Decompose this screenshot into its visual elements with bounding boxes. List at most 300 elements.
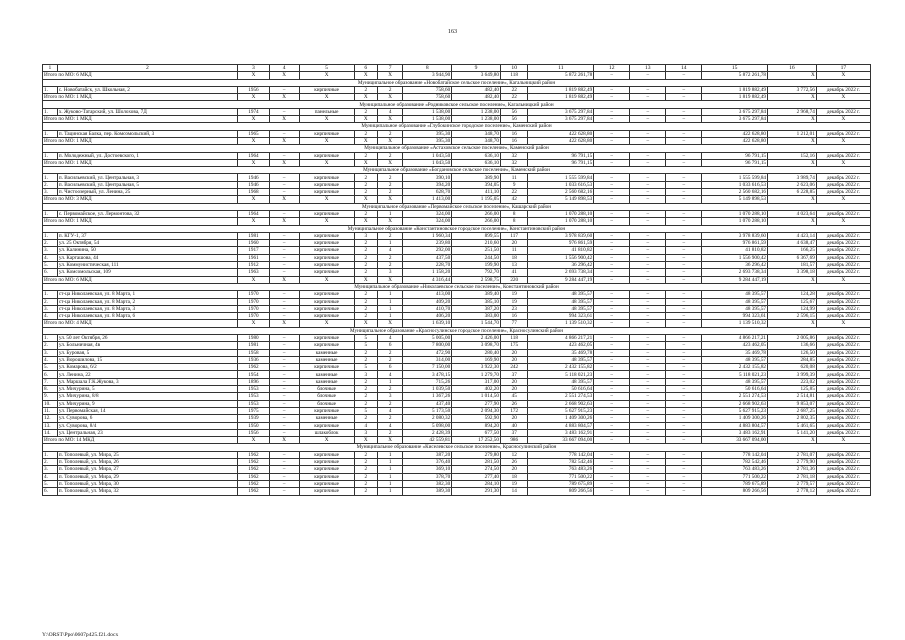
table-cell: 18: [500, 473, 528, 480]
table-cell: 1.: [43, 86, 58, 93]
table-cell: 1: [377, 240, 402, 247]
table-cell: 40: [500, 422, 528, 429]
table-cell: 125,67: [768, 298, 817, 305]
table-cell: –: [269, 254, 299, 261]
table-cell: 2: [354, 459, 377, 466]
table-cell: 620,08: [768, 364, 817, 371]
table-cell: –: [594, 86, 630, 93]
table-cell: 2 428,39: [403, 429, 452, 436]
total-label: Итого по МО: 1 МКД: [43, 137, 238, 144]
total-cell: –: [666, 218, 702, 225]
table-cell: кирпичные: [299, 181, 354, 188]
table-cell: 169,90: [452, 356, 501, 363]
table-cell: декабрь 2022 г.: [816, 130, 870, 137]
table-cell: 1954: [238, 371, 270, 378]
column-number-cell: 13: [630, 65, 666, 72]
total-cell: –: [594, 94, 630, 101]
table-cell: 20: [500, 466, 528, 473]
table-row: [43, 429, 871, 436]
total-cell: –: [594, 437, 630, 444]
table-row: [43, 349, 871, 356]
table-cell: –: [269, 422, 299, 429]
table-cell: –: [269, 415, 299, 422]
table-cell: 437,40: [403, 400, 452, 407]
table-cell: 677,50: [452, 429, 501, 436]
table-row: [43, 407, 871, 414]
table-cell: 1.: [43, 174, 58, 181]
table-cell: декабрь 2022 г.: [816, 422, 870, 429]
table-cell: –: [630, 393, 666, 400]
table-cell: 976 861,59: [702, 240, 768, 247]
table-cell: 482,40: [452, 86, 501, 93]
table-cell: 8.: [43, 386, 58, 393]
total-cell: X: [238, 116, 270, 123]
table-cell: 2 668 902,63: [702, 400, 768, 407]
table-cell: 277,40: [452, 473, 501, 480]
table-cell: 5.: [43, 262, 58, 269]
total-cell: 96 791,15: [702, 159, 768, 166]
table-cell: 124,99: [768, 305, 817, 312]
page-number: 163: [447, 28, 458, 35]
total-cell: X: [816, 196, 870, 203]
table-cell: 778 142,04: [702, 451, 768, 458]
table-cell: 3.: [43, 349, 58, 356]
total-cell: X: [816, 218, 870, 225]
table-cell: 2: [377, 189, 402, 196]
total-cell: 636,10: [452, 159, 501, 166]
table-cell: –: [269, 407, 299, 414]
table-cell: 125,85: [768, 386, 817, 393]
table-cell: 5.: [43, 480, 58, 487]
column-number-cell: 14: [666, 65, 702, 72]
table-cell: 636,10: [452, 152, 501, 159]
table-cell: 1: [377, 480, 402, 487]
table-cell: 7.: [43, 378, 58, 385]
column-number-cell: 8: [403, 65, 452, 72]
column-number-cell: 10: [500, 65, 528, 72]
table-cell: 1 960,34: [403, 232, 452, 239]
table-cell: –: [594, 407, 630, 414]
total-cell: X: [354, 116, 377, 123]
total-cell: 1 070 288,10: [528, 218, 594, 225]
total-cell: 33 667 094,00: [702, 437, 768, 444]
table-cell: 1 043,50: [403, 152, 452, 159]
total-cell: X: [238, 196, 270, 203]
table-cell: –: [666, 240, 702, 247]
municipality-title: Муниципальное образование «Николаевское сельское поселение», Константиновский район: [43, 283, 871, 290]
table-cell: кирпичные: [299, 459, 354, 466]
table-cell: 4 638,47: [768, 240, 817, 247]
table-cell: 2 551 274,53: [702, 393, 768, 400]
table-cell: 1.: [43, 130, 58, 137]
table-cell: 2: [354, 210, 377, 217]
table-cell: –: [594, 349, 630, 356]
table-cell: декабрь 2022 г.: [816, 152, 870, 159]
table-cell: 6.: [43, 488, 58, 495]
table-cell: 1.: [43, 232, 58, 239]
table-cell: –: [630, 269, 666, 276]
table-cell: –: [594, 130, 630, 137]
table-cell: –: [630, 364, 666, 371]
total-cell: X: [377, 159, 402, 166]
table-cell: –: [666, 232, 702, 239]
table-cell: 4 023,64: [768, 210, 817, 217]
table-row: [43, 386, 871, 393]
table-cell: декабрь 2022 г.: [816, 254, 870, 261]
table-row: [43, 262, 871, 269]
table-cell: –: [630, 130, 666, 137]
total-cell: X: [238, 437, 270, 444]
total-row: [43, 218, 871, 225]
table-cell: 48 395,57: [702, 356, 768, 363]
table-cell: 1965: [238, 130, 270, 137]
table-cell: 2: [354, 247, 377, 254]
table-cell: декабрь 2022 г.: [816, 473, 870, 480]
table-cell: 390,10: [403, 174, 452, 181]
table-cell: кирпичные: [299, 152, 354, 159]
total-label: Итого по МО: 6 МКД: [43, 72, 238, 79]
total-cell: 5 872 261,78: [528, 72, 594, 79]
table-cell: 6 367,69: [768, 254, 817, 261]
table-cell: 175: [500, 342, 528, 349]
table-cell: –: [269, 108, 299, 115]
table-cell: –: [666, 459, 702, 466]
table-cell: 2: [354, 313, 377, 320]
total-row: [43, 159, 871, 166]
address-cell: ул. Центральная, 23: [57, 429, 237, 436]
table-cell: 41: [500, 269, 528, 276]
municipality-title: Муниципальное образование «Новобатайское сельское поселение», Кагальницкий район: [43, 79, 871, 86]
total-cell: X: [269, 320, 299, 327]
table-cell: 628,70: [403, 189, 452, 196]
total-cell: 17 252,50: [452, 437, 501, 444]
table-cell: 50 616,64: [528, 386, 594, 393]
table-cell: –: [666, 422, 702, 429]
table-cell: декабрь 2022 г.: [816, 313, 870, 320]
table-cell: 1 014,50: [452, 393, 501, 400]
table-cell: 3: [377, 393, 402, 400]
table-cell: 592,90: [452, 415, 501, 422]
table-cell: –: [594, 459, 630, 466]
table-cell: 5 627 915,23: [528, 407, 594, 414]
table-cell: –: [666, 400, 702, 407]
table-cell: декабрь 2022 г.: [816, 356, 870, 363]
total-cell: –: [630, 218, 666, 225]
table-cell: 409,20: [403, 298, 452, 305]
table-cell: –: [594, 480, 630, 487]
table-cell: кирпичные: [299, 313, 354, 320]
table-row: [43, 371, 871, 378]
total-row: [43, 320, 871, 327]
total-cell: –: [630, 159, 666, 166]
table-row: [43, 298, 871, 305]
total-cell: 324,00: [403, 218, 452, 225]
table-cell: 1962: [238, 480, 270, 487]
table-cell: кирпичные: [299, 189, 354, 196]
table-row: [43, 364, 871, 371]
table-cell: 3 675 297,84: [702, 108, 768, 115]
total-cell: X: [269, 159, 299, 166]
total-cell: 33 667 094,00: [528, 437, 594, 444]
total-cell: 1 819 882,49: [702, 94, 768, 101]
table-cell: 2: [377, 262, 402, 269]
table-cell: 118: [500, 334, 528, 341]
table-cell: 2 693 738,34: [702, 269, 768, 276]
total-cell: 1 639,10: [403, 320, 452, 327]
table-cell: 3 398,18: [768, 269, 817, 276]
table-cell: 1950: [238, 422, 270, 429]
table-cell: 172: [500, 407, 528, 414]
table-cell: 2: [354, 152, 377, 159]
table-cell: 9.: [43, 393, 58, 400]
table-cell: кирпичные: [299, 262, 354, 269]
total-cell: 1 139 510,32: [528, 320, 594, 327]
table-cell: 5 118 021,23: [528, 371, 594, 378]
table-cell: кирпичные: [299, 488, 354, 495]
table-cell: кирпичные: [299, 86, 354, 93]
municipality-title: Муниципальное образование «Богдановское сельское поселение», Каменский район: [43, 167, 871, 174]
table-cell: –: [594, 356, 630, 363]
total-label: Итого по МО: 1 МКД: [43, 159, 238, 166]
total-cell: X: [269, 276, 299, 283]
table-cell: 976 861,59: [528, 240, 594, 247]
table-cell: 771 500,22: [702, 473, 768, 480]
table-cell: 1953: [238, 393, 270, 400]
table-cell: –: [269, 152, 299, 159]
table-cell: 6 228,85: [768, 189, 817, 196]
table-cell: –: [594, 108, 630, 115]
total-label: Итого по МО: 6 МКД: [43, 276, 238, 283]
table-cell: –: [269, 400, 299, 407]
total-cell: 56: [500, 116, 528, 123]
table-cell: 423 462,05: [528, 342, 594, 349]
table-cell: 792,70: [452, 269, 501, 276]
total-cell: X: [269, 218, 299, 225]
table-cell: 3 483 162,91: [528, 429, 594, 436]
address-cell: х. Жуково-Татарский, ул. Шолохова, 7Д: [57, 108, 237, 115]
table-cell: –: [269, 86, 299, 93]
table-cell: декабрь 2022 г.: [816, 459, 870, 466]
total-cell: –: [630, 94, 666, 101]
table-cell: декабрь 2022 г.: [816, 108, 870, 115]
table-cell: 2 560 682,16: [528, 189, 594, 196]
table-row: [43, 108, 871, 115]
total-cell: X: [354, 276, 377, 283]
total-cell: 1 413,00: [403, 196, 452, 203]
table-cell: 7 800,00: [403, 342, 452, 349]
table-cell: 56: [500, 108, 528, 115]
table-cell: 3 978 839,60: [528, 232, 594, 239]
municipality-title: Муниципальное образование «Первомайское сельское поселение», Кашарский район: [43, 203, 871, 210]
table-cell: –: [269, 356, 299, 363]
table-cell: кирпичные: [299, 334, 354, 341]
total-row: [43, 196, 871, 203]
table-cell: –: [630, 480, 666, 487]
total-cell: 1 538,00: [403, 116, 452, 123]
table-cell: 2: [354, 262, 377, 269]
table-cell: кирпичные: [299, 247, 354, 254]
total-row: [43, 437, 871, 444]
municipality-title: Муниципальное образование «Астаховское сельское поселение», Каменский район: [43, 145, 871, 152]
address-cell: ул. Больничная, 4в: [57, 342, 237, 349]
table-cell: каменные: [299, 356, 354, 363]
total-cell: X: [299, 276, 354, 283]
table-cell: 410,70: [403, 305, 452, 312]
total-row: [43, 116, 871, 123]
table-cell: 1981: [238, 342, 270, 349]
address-cell: п. Тополевый, ул. Мира, 26: [57, 459, 237, 466]
table-cell: –: [666, 254, 702, 261]
table-cell: –: [269, 240, 299, 247]
table-cell: –: [630, 407, 666, 414]
table-cell: 4: [377, 247, 402, 254]
table-cell: –: [269, 451, 299, 458]
table-cell: 782 542,46: [528, 459, 594, 466]
table-cell: 41 810,82: [702, 247, 768, 254]
table-cell: –: [594, 247, 630, 254]
table-cell: –: [630, 174, 666, 181]
table-cell: –: [666, 174, 702, 181]
table-cell: –: [666, 342, 702, 349]
table-cell: 1: [377, 488, 402, 495]
total-cell: 1 043,50: [403, 159, 452, 166]
total-cell: –: [594, 218, 630, 225]
table-cell: 2 426,00: [452, 334, 501, 341]
table-cell: декабрь 2022 г.: [816, 415, 870, 422]
table-cell: 1 033 616,53: [528, 181, 594, 188]
table-cell: 1 238,00: [452, 108, 501, 115]
table-cell: –: [666, 152, 702, 159]
table-cell: 5 173,50: [403, 407, 452, 414]
address-cell: с. Новобатайск, ул. Школьная, 2: [57, 86, 237, 93]
address-cell: п. Тополевый, ул. Мира, 29: [57, 473, 237, 480]
table-cell: 2 693 738,34: [528, 269, 594, 276]
table-cell: –: [630, 386, 666, 393]
total-cell: 422 628,80: [528, 137, 594, 144]
table-cell: –: [269, 386, 299, 393]
table-row: [43, 459, 871, 466]
table-cell: кирпичные: [299, 210, 354, 217]
total-cell: 2 598,75: [452, 276, 501, 283]
table-cell: –: [594, 254, 630, 261]
total-cell: X: [354, 196, 377, 203]
table-cell: 378,70: [403, 473, 452, 480]
table-cell: 19: [500, 480, 528, 487]
table-cell: –: [269, 393, 299, 400]
table-cell: декабрь 2022 г.: [816, 364, 870, 371]
table-cell: 2: [354, 291, 377, 298]
table-cell: 1: [377, 378, 402, 385]
table-cell: 1.: [43, 291, 58, 298]
table-cell: 2: [354, 378, 377, 385]
total-cell: X: [768, 276, 817, 283]
table-cell: 1 212,01: [768, 130, 817, 137]
table-cell: 389,30: [403, 488, 452, 495]
table-cell: 7 150,00: [403, 364, 452, 371]
table-cell: –: [594, 342, 630, 349]
table-cell: 48 395,57: [528, 305, 594, 312]
table-cell: 4: [377, 334, 402, 341]
table-cell: 2 005,86: [768, 334, 817, 341]
table-cell: 20: [500, 386, 528, 393]
address-cell: ул. Ворошилова, 15: [57, 356, 237, 363]
address-cell: п. Чистоозерный, ул. Ленина, 25: [57, 189, 237, 196]
table-cell: 1: [377, 305, 402, 312]
table-cell: 48 395,57: [702, 378, 768, 385]
municipality-title: Муниципальное образование «Киселевское сельское поселение», Красносулинский район: [43, 444, 871, 451]
table-cell: 1 555 599,84: [702, 174, 768, 181]
table-cell: 1960: [238, 240, 270, 247]
total-cell: 5 872 261,78: [702, 72, 768, 79]
table-cell: 2 432 155,82: [528, 364, 594, 371]
table-cell: 181,57: [768, 262, 817, 269]
table-row: [43, 313, 871, 320]
table-cell: 2: [354, 393, 377, 400]
table-cell: 1: [377, 313, 402, 320]
table-cell: 1: [377, 298, 402, 305]
municipality-section-row: [43, 283, 871, 290]
table-cell: декабрь 2022 г.: [816, 342, 870, 349]
table-cell: 2: [354, 298, 377, 305]
table-cell: 389,40: [452, 291, 501, 298]
table-cell: кирпичные: [299, 422, 354, 429]
total-cell: X: [354, 437, 377, 444]
table-cell: панельные: [299, 108, 354, 115]
total-cell: X: [377, 196, 402, 203]
table-cell: –: [269, 247, 299, 254]
column-number-cell: 4: [269, 65, 299, 72]
table-cell: –: [630, 189, 666, 196]
table-cell: декабрь 2022 г.: [816, 189, 870, 196]
table-cell: 3: [377, 269, 402, 276]
table-cell: 3: [354, 371, 377, 378]
table-cell: 4: [377, 371, 402, 378]
table-cell: –: [269, 232, 299, 239]
total-label: Итого по МО: 1 МКД: [43, 116, 238, 123]
table-cell: 3 478,15: [403, 371, 452, 378]
table-cell: 3: [354, 232, 377, 239]
table-cell: 394,05: [452, 181, 501, 188]
total-cell: X: [354, 72, 377, 79]
total-cell: X: [269, 94, 299, 101]
table-cell: 1961: [238, 254, 270, 261]
table-cell: 3: [354, 429, 377, 436]
total-cell: –: [594, 276, 630, 283]
table-cell: 239,80: [403, 240, 452, 247]
table-cell: 9: [500, 181, 528, 188]
total-cell: X: [377, 276, 402, 283]
table-cell: 422 628,80: [702, 130, 768, 137]
table-cell: –: [594, 298, 630, 305]
table-cell: 22: [500, 86, 528, 93]
table-row: [43, 400, 871, 407]
table-cell: 5 141,20: [768, 429, 817, 436]
table-cell: 279,80: [452, 451, 501, 458]
table-cell: 281,50: [452, 459, 501, 466]
table-cell: 1 556 900,42: [528, 254, 594, 261]
address-cell: ст-ца Николаевская, ул. 8 Марта, 2: [57, 298, 237, 305]
total-cell: X: [299, 437, 354, 444]
table-cell: 292,00: [403, 247, 452, 254]
address-cell: ул. Комарова, 6/2: [57, 364, 237, 371]
table-cell: –: [594, 393, 630, 400]
table-cell: –: [269, 291, 299, 298]
total-cell: 1 070 288,10: [702, 218, 768, 225]
table-row: [43, 466, 871, 473]
total-label: Итого по МО: 1 МКД: [43, 218, 238, 225]
address-cell: п. КГУ-1, 37: [57, 232, 237, 239]
table-cell: 437,50: [403, 254, 452, 261]
